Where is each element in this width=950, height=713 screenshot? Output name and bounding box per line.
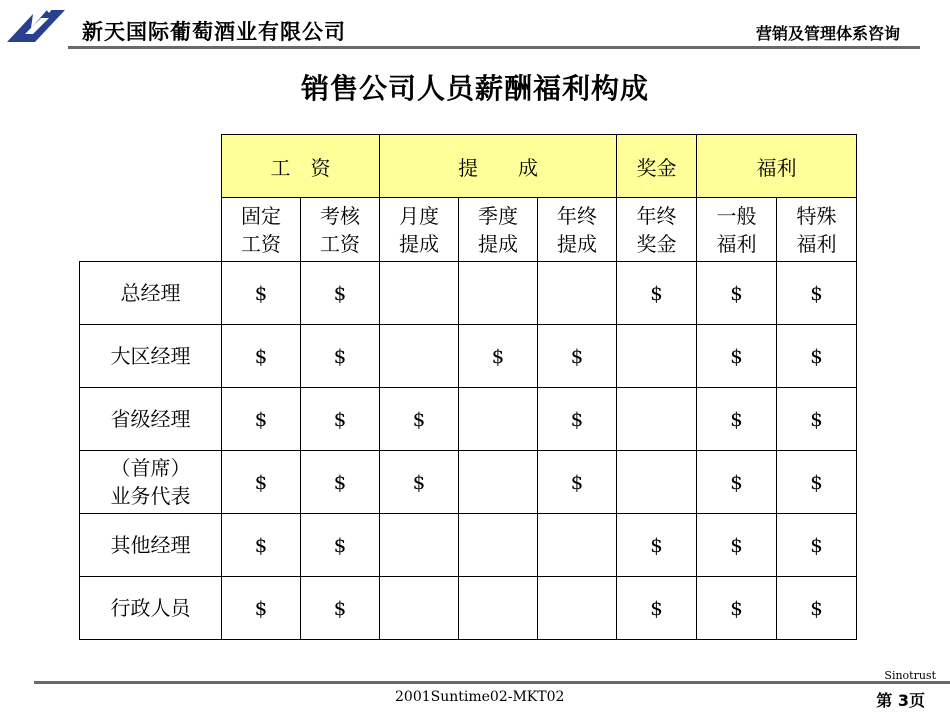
table-cell: $	[459, 325, 538, 388]
sub-header-line: 福利	[716, 231, 757, 256]
group-header-commission: 提 成	[380, 135, 617, 198]
footer-divider	[34, 681, 950, 684]
table-cell	[380, 262, 459, 325]
row-label-cell	[80, 325, 222, 388]
table-cell: $	[697, 514, 777, 577]
sub-header-line: 年终	[636, 203, 677, 228]
table-cell: $	[380, 451, 459, 514]
corner-cell	[80, 135, 222, 262]
sub-header-line: 奖金	[636, 231, 677, 256]
table-cell: $	[617, 514, 697, 577]
sub-header-cell	[538, 198, 617, 262]
sub-header-cell	[380, 198, 459, 262]
sub-header-line: 提成	[399, 231, 439, 256]
sub-header-line: 月度	[399, 203, 439, 228]
sub-header-line: 特殊	[796, 203, 837, 228]
sub-header-line: 考核	[320, 203, 360, 228]
table-cell	[459, 451, 538, 514]
table-cell: $	[538, 451, 617, 514]
table-cell: $	[777, 514, 857, 577]
table-cell: $	[697, 388, 777, 451]
table-cell: $	[222, 451, 301, 514]
row-label-cell	[80, 262, 222, 325]
table-cell: $	[301, 262, 380, 325]
table-cell: $	[301, 577, 380, 640]
table-cell	[459, 388, 538, 451]
table-cell: $	[697, 577, 777, 640]
row-label-line: 省级经理	[110, 407, 191, 431]
table-cell	[617, 388, 697, 451]
sub-header-line: 固定	[241, 203, 281, 228]
table-cell: $	[222, 325, 301, 388]
sub-header-cell	[222, 198, 301, 262]
footer-document-code: 2001Suntime02-MKT02	[395, 689, 565, 705]
sub-header-cell	[697, 198, 777, 262]
table-cell: $	[617, 577, 697, 640]
table-cell	[459, 577, 538, 640]
group-header-row	[80, 135, 857, 198]
table-cell: $	[222, 514, 301, 577]
footer-brand: Sinotrust	[884, 669, 936, 682]
table-cell	[380, 325, 459, 388]
table-body	[80, 262, 857, 640]
table-row	[80, 514, 857, 577]
row-label-line: 其他经理	[110, 533, 191, 557]
table-row	[80, 451, 857, 514]
table-cell: $	[697, 451, 777, 514]
table-cell: $	[777, 325, 857, 388]
table-row	[80, 388, 857, 451]
table-cell	[617, 451, 697, 514]
sub-header-line: 提成	[557, 231, 597, 256]
table-cell: $	[301, 451, 380, 514]
table-cell: $	[697, 325, 777, 388]
table-cell	[380, 577, 459, 640]
table-cell: $	[697, 262, 777, 325]
company-name: 新天国际葡萄酒业有限公司	[82, 20, 346, 44]
group-header-bonus: 奖金	[617, 135, 697, 198]
sub-header-line: 工资	[241, 231, 281, 256]
header-divider	[68, 46, 920, 49]
sub-header-cell	[301, 198, 380, 262]
page-title: 销售公司人员薪酬福利构成	[300, 72, 649, 105]
group-header-welfare: 福利	[697, 135, 857, 198]
table-row	[80, 325, 857, 388]
table-row	[80, 577, 857, 640]
table-cell	[538, 262, 617, 325]
table-cell: $	[301, 325, 380, 388]
row-label-line: 行政人员	[110, 596, 191, 620]
table-cell	[538, 577, 617, 640]
table-cell: $	[777, 451, 857, 514]
company-logo-icon	[5, 4, 67, 44]
table-cell	[538, 514, 617, 577]
table-cell: $	[538, 388, 617, 451]
table-cell: $	[301, 514, 380, 577]
table-cell: $	[380, 388, 459, 451]
table-cell: $	[222, 262, 301, 325]
table-cell: $	[222, 577, 301, 640]
table-cell: $	[538, 325, 617, 388]
row-label-cell	[80, 514, 222, 577]
table-cell: $	[777, 262, 857, 325]
page-number: 第 3页	[876, 691, 925, 710]
table-cell: $	[301, 388, 380, 451]
table-cell	[380, 514, 459, 577]
consulting-label: 营销及管理体系咨询	[755, 24, 900, 43]
sub-header-line: 年终	[557, 203, 597, 228]
sub-header-cell	[459, 198, 538, 262]
row-label-line: （首席）	[110, 456, 191, 480]
sub-header-line: 一般	[716, 203, 757, 228]
table-row	[80, 262, 857, 325]
table-cell: $	[617, 262, 697, 325]
table-cell: $	[222, 388, 301, 451]
sub-header-cell	[777, 198, 857, 262]
row-label-cell	[80, 451, 222, 514]
sub-header-line: 工资	[320, 231, 360, 256]
row-label-line: 大区经理	[110, 344, 191, 368]
row-label-line: 总经理	[120, 281, 181, 305]
sub-header-cell	[617, 198, 697, 262]
table-cell	[617, 325, 697, 388]
compensation-table	[79, 134, 857, 640]
table-cell: $	[777, 577, 857, 640]
row-label-cell	[80, 577, 222, 640]
group-header-salary: 工 资	[222, 135, 380, 198]
sub-header-line: 提成	[478, 231, 518, 256]
table-cell	[459, 262, 538, 325]
row-label-line: 业务代表	[110, 484, 191, 508]
table-cell	[459, 514, 538, 577]
table-cell: $	[777, 388, 857, 451]
sub-header-line: 福利	[796, 231, 837, 256]
sub-header-line: 季度	[478, 203, 518, 228]
row-label-cell	[80, 388, 222, 451]
